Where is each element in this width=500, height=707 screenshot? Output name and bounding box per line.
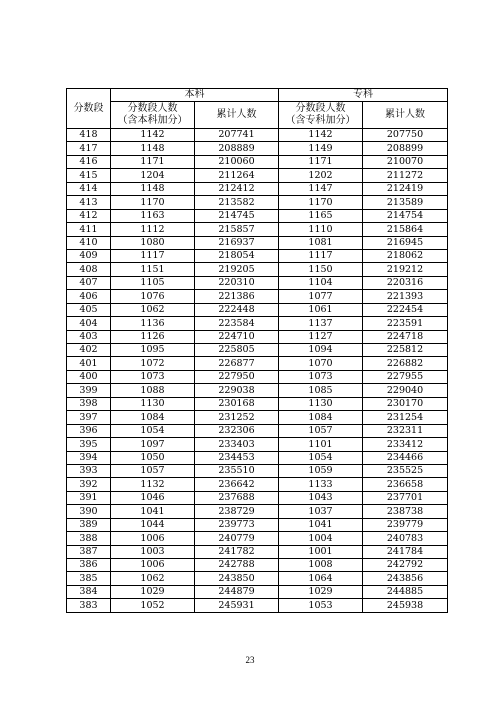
benke-count-cell: 1080 — [111, 236, 195, 249]
zhuanke-group-header: 专科 — [279, 89, 448, 102]
benke-count-cell: 1112 — [111, 223, 195, 236]
zhuanke-cumulative-cell: 225812 — [363, 344, 448, 357]
benke-count-header — [111, 102, 195, 129]
zhuanke-cumulative-cell: 214754 — [363, 209, 448, 222]
benke-count-cell: 1097 — [111, 438, 195, 451]
table-row — [67, 559, 448, 572]
benke-cumulative-cell: 227950 — [195, 370, 279, 383]
benke-count-cell: 1084 — [111, 411, 195, 424]
zhuanke-count-cell: 1004 — [279, 532, 363, 545]
zhuanke-count-cell: 1147 — [279, 182, 363, 195]
score-cell: 384 — [67, 585, 111, 598]
zhuanke-cumulative-cell: 234466 — [363, 451, 448, 464]
table-row — [67, 155, 448, 168]
score-cell: 409 — [67, 249, 111, 262]
table-row — [67, 397, 448, 410]
table-row — [67, 317, 448, 330]
benke-count-cell: 1073 — [111, 370, 195, 383]
benke-count-cell: 1076 — [111, 290, 195, 303]
score-cell: 405 — [67, 303, 111, 316]
score-cell: 411 — [67, 223, 111, 236]
table-row — [67, 209, 448, 222]
table-row — [67, 263, 448, 276]
zhuanke-count-cell: 1037 — [279, 505, 363, 518]
benke-count-cell: 1105 — [111, 276, 195, 289]
score-cell: 416 — [67, 155, 111, 168]
zhuanke-count-cell: 1117 — [279, 249, 363, 262]
score-cell: 385 — [67, 572, 111, 585]
zhuanke-cumulative-cell: 222454 — [363, 303, 448, 316]
table-row — [67, 276, 448, 289]
benke-count-cell: 1142 — [111, 129, 195, 142]
benke-cumulative-cell: 233403 — [195, 438, 279, 451]
zhuanke-count-cell: 1008 — [279, 559, 363, 572]
benke-cumulative-cell: 238729 — [195, 505, 279, 518]
score-cell: 388 — [67, 532, 111, 545]
zhuanke-count-cell: 1057 — [279, 424, 363, 437]
score-cell: 403 — [67, 330, 111, 343]
zhuanke-cumulative-cell: 241784 — [363, 545, 448, 558]
score-column-header: 分数段 — [67, 89, 111, 129]
zhuanke-count-cell: 1043 — [279, 491, 363, 504]
benke-count-cell: 1052 — [111, 599, 195, 612]
score-cell: 401 — [67, 357, 111, 370]
zhuanke-count-cell: 1171 — [279, 155, 363, 168]
zhuanke-count-cell: 1084 — [279, 411, 363, 424]
zhuanke-count-header — [279, 102, 363, 129]
table-row — [67, 290, 448, 303]
benke-count-cell: 1117 — [111, 249, 195, 262]
score-cell: 415 — [67, 169, 111, 182]
benke-count-cell: 1006 — [111, 559, 195, 572]
zhuanke-count-cell: 1130 — [279, 397, 363, 410]
zhuanke-count-sublabel: （含专科加分） — [285, 115, 356, 126]
table-row — [67, 303, 448, 316]
table-row — [67, 370, 448, 383]
zhuanke-cumulative-cell: 212419 — [363, 182, 448, 195]
table-row — [67, 129, 448, 142]
benke-cumulative-cell: 215857 — [195, 223, 279, 236]
score-cell: 400 — [67, 370, 111, 383]
zhuanke-cumulative-cell: 219212 — [363, 263, 448, 276]
table-row — [67, 424, 448, 437]
benke-cumulative-cell: 224710 — [195, 330, 279, 343]
benke-count-cell: 1126 — [111, 330, 195, 343]
score-cell: 397 — [67, 411, 111, 424]
benke-cumulative-cell: 210060 — [195, 155, 279, 168]
zhuanke-cumulative-cell: 215864 — [363, 223, 448, 236]
table-row — [67, 169, 448, 182]
zhuanke-cumulative-cell: 230170 — [363, 397, 448, 410]
table-row — [67, 599, 448, 612]
zhuanke-count-cell: 1165 — [279, 209, 363, 222]
zhuanke-cumulative-cell: 239779 — [363, 518, 448, 531]
table-row — [67, 182, 448, 195]
score-cell: 412 — [67, 209, 111, 222]
benke-cumulative-cell: 243850 — [195, 572, 279, 585]
benke-count-cell: 1062 — [111, 303, 195, 316]
benke-cumulative-cell: 216937 — [195, 236, 279, 249]
table-row — [67, 249, 448, 262]
benke-cumulative-cell: 225805 — [195, 344, 279, 357]
table-row — [67, 478, 448, 491]
zhuanke-cumulative-cell: 208899 — [363, 142, 448, 155]
table-row — [67, 491, 448, 504]
zhuanke-count-cell: 1127 — [279, 330, 363, 343]
benke-count-cell: 1132 — [111, 478, 195, 491]
benke-count-cell: 1003 — [111, 545, 195, 558]
benke-count-cell: 1044 — [111, 518, 195, 531]
table-row — [67, 532, 448, 545]
zhuanke-count-cell: 1137 — [279, 317, 363, 330]
score-cell: 394 — [67, 451, 111, 464]
zhuanke-count-cell: 1064 — [279, 572, 363, 585]
zhuanke-count-cell: 1053 — [279, 599, 363, 612]
zhuanke-cumulative-cell: 220316 — [363, 276, 448, 289]
zhuanke-count-cell: 1150 — [279, 263, 363, 276]
table-row — [67, 236, 448, 249]
zhuanke-cumulative-cell: 226882 — [363, 357, 448, 370]
zhuanke-count-cell: 1073 — [279, 370, 363, 383]
score-cell: 389 — [67, 518, 111, 531]
table-row — [67, 142, 448, 155]
score-cell: 404 — [67, 317, 111, 330]
table-row — [67, 518, 448, 531]
page-number: 23 — [245, 655, 255, 665]
benke-count-cell: 1171 — [111, 155, 195, 168]
benke-count-cell: 1148 — [111, 142, 195, 155]
table-row — [67, 545, 448, 558]
benke-count-cell: 1170 — [111, 196, 195, 209]
zhuanke-count-cell: 1149 — [279, 142, 363, 155]
zhuanke-count-cell: 1070 — [279, 357, 363, 370]
table-row — [67, 223, 448, 236]
table-row — [67, 464, 448, 477]
zhuanke-count-cell: 1101 — [279, 438, 363, 451]
zhuanke-cumulative-cell: 216945 — [363, 236, 448, 249]
benke-count-cell: 1041 — [111, 505, 195, 518]
zhuanke-cumulative-cell: 207750 — [363, 129, 448, 142]
table-row — [67, 572, 448, 585]
zhuanke-count-cell: 1061 — [279, 303, 363, 316]
zhuanke-cumulative-cell: 244885 — [363, 585, 448, 598]
benke-cumulative-cell: 222448 — [195, 303, 279, 316]
score-cell: 399 — [67, 384, 111, 397]
zhuanke-count-cell: 1170 — [279, 196, 363, 209]
benke-cumulative-cell: 226877 — [195, 357, 279, 370]
benke-count-label: 分数段人数 — [127, 103, 178, 114]
zhuanke-cumulative-cell: 231254 — [363, 411, 448, 424]
benke-count-sublabel: （含本科加分） — [117, 115, 188, 126]
benke-count-cell: 1062 — [111, 572, 195, 585]
benke-cumulative-cell: 244879 — [195, 585, 279, 598]
benke-cumulative-cell: 237688 — [195, 491, 279, 504]
score-cell: 387 — [67, 545, 111, 558]
benke-cumulative-cell: 242788 — [195, 559, 279, 572]
zhuanke-cumulative-cell: 236658 — [363, 478, 448, 491]
benke-count-cell: 1072 — [111, 357, 195, 370]
zhuanke-cumulative-cell: 237701 — [363, 491, 448, 504]
benke-count-cell: 1050 — [111, 451, 195, 464]
benke-count-cell: 1054 — [111, 424, 195, 437]
benke-cumulative-cell: 239773 — [195, 518, 279, 531]
score-cell: 418 — [67, 129, 111, 142]
benke-cumulative-cell: 212412 — [195, 182, 279, 195]
score-cell: 390 — [67, 505, 111, 518]
benke-cumulative-cell: 207741 — [195, 129, 279, 142]
benke-cumulative-cell: 241782 — [195, 545, 279, 558]
zhuanke-count-cell: 1085 — [279, 384, 363, 397]
score-cell: 395 — [67, 438, 111, 451]
score-cell: 406 — [67, 290, 111, 303]
table-row — [67, 505, 448, 518]
zhuanke-cumulative-cell: 232311 — [363, 424, 448, 437]
benke-cumulative-cell: 208889 — [195, 142, 279, 155]
score-cell: 398 — [67, 397, 111, 410]
benke-cumulative-cell: 218054 — [195, 249, 279, 262]
zhuanke-cumulative-header: 累计人数 — [363, 102, 448, 129]
zhuanke-cumulative-cell: 210070 — [363, 155, 448, 168]
zhuanke-count-cell: 1029 — [279, 585, 363, 598]
zhuanke-cumulative-cell: 227955 — [363, 370, 448, 383]
benke-count-cell: 1088 — [111, 384, 195, 397]
benke-cumulative-cell: 214745 — [195, 209, 279, 222]
benke-cumulative-cell: 211264 — [195, 169, 279, 182]
score-cell: 408 — [67, 263, 111, 276]
table-row — [67, 330, 448, 343]
benke-count-cell: 1204 — [111, 169, 195, 182]
benke-count-cell: 1136 — [111, 317, 195, 330]
benke-cumulative-cell: 235510 — [195, 464, 279, 477]
zhuanke-count-cell: 1104 — [279, 276, 363, 289]
benke-cumulative-cell: 223584 — [195, 317, 279, 330]
score-cell: 414 — [67, 182, 111, 195]
zhuanke-count-cell: 1094 — [279, 344, 363, 357]
zhuanke-cumulative-cell: 218062 — [363, 249, 448, 262]
score-cell: 417 — [67, 142, 111, 155]
zhuanke-count-cell: 1142 — [279, 129, 363, 142]
benke-count-cell: 1029 — [111, 585, 195, 598]
benke-cumulative-cell: 229038 — [195, 384, 279, 397]
zhuanke-count-label: 分数段人数 — [295, 103, 346, 114]
zhuanke-cumulative-cell: 242792 — [363, 559, 448, 572]
score-distribution-table — [66, 88, 448, 613]
zhuanke-count-cell: 1077 — [279, 290, 363, 303]
zhuanke-count-cell: 1001 — [279, 545, 363, 558]
score-cell: 386 — [67, 559, 111, 572]
zhuanke-cumulative-cell: 229040 — [363, 384, 448, 397]
table-row — [67, 357, 448, 370]
score-cell: 407 — [67, 276, 111, 289]
zhuanke-cumulative-cell: 211272 — [363, 169, 448, 182]
benke-cumulative-cell: 230168 — [195, 397, 279, 410]
zhuanke-cumulative-cell: 245938 — [363, 599, 448, 612]
zhuanke-count-cell: 1110 — [279, 223, 363, 236]
benke-cumulative-cell: 220310 — [195, 276, 279, 289]
table-row — [67, 451, 448, 464]
benke-cumulative-cell: 231252 — [195, 411, 279, 424]
benke-cumulative-cell: 221386 — [195, 290, 279, 303]
zhuanke-cumulative-cell: 235525 — [363, 464, 448, 477]
zhuanke-cumulative-cell: 233412 — [363, 438, 448, 451]
zhuanke-count-cell: 1054 — [279, 451, 363, 464]
benke-count-cell: 1006 — [111, 532, 195, 545]
score-cell: 396 — [67, 424, 111, 437]
zhuanke-count-cell: 1041 — [279, 518, 363, 531]
benke-count-cell: 1046 — [111, 491, 195, 504]
zhuanke-count-cell: 1202 — [279, 169, 363, 182]
benke-count-cell: 1130 — [111, 397, 195, 410]
benke-count-cell: 1163 — [111, 209, 195, 222]
benke-cumulative-cell: 236642 — [195, 478, 279, 491]
table-row — [67, 344, 448, 357]
benke-cumulative-cell: 232306 — [195, 424, 279, 437]
benke-cumulative-cell: 240779 — [195, 532, 279, 545]
benke-count-cell: 1148 — [111, 182, 195, 195]
score-cell: 413 — [67, 196, 111, 209]
zhuanke-cumulative-cell: 223591 — [363, 317, 448, 330]
table-row — [67, 196, 448, 209]
score-cell: 383 — [67, 599, 111, 612]
score-cell: 392 — [67, 478, 111, 491]
benke-cumulative-cell: 219205 — [195, 263, 279, 276]
table-body — [67, 129, 448, 613]
benke-cumulative-cell: 245931 — [195, 599, 279, 612]
table-row — [67, 585, 448, 598]
zhuanke-count-cell: 1081 — [279, 236, 363, 249]
zhuanke-count-cell: 1059 — [279, 464, 363, 477]
zhuanke-cumulative-cell: 240783 — [363, 532, 448, 545]
zhuanke-cumulative-cell: 213589 — [363, 196, 448, 209]
benke-cumulative-cell: 234453 — [195, 451, 279, 464]
benke-cumulative-header: 累计人数 — [195, 102, 279, 129]
benke-cumulative-cell: 213582 — [195, 196, 279, 209]
zhuanke-cumulative-cell: 221393 — [363, 290, 448, 303]
zhuanke-cumulative-cell: 238738 — [363, 505, 448, 518]
benke-count-cell: 1095 — [111, 344, 195, 357]
score-cell: 410 — [67, 236, 111, 249]
zhuanke-cumulative-cell: 224718 — [363, 330, 448, 343]
score-cell: 402 — [67, 344, 111, 357]
table-row — [67, 384, 448, 397]
zhuanke-cumulative-cell: 243856 — [363, 572, 448, 585]
table-row — [67, 438, 448, 451]
zhuanke-count-cell: 1133 — [279, 478, 363, 491]
benke-group-header: 本科 — [111, 89, 279, 102]
score-cell: 393 — [67, 464, 111, 477]
table-row — [67, 411, 448, 424]
benke-count-cell: 1057 — [111, 464, 195, 477]
benke-count-cell: 1151 — [111, 263, 195, 276]
score-cell: 391 — [67, 491, 111, 504]
